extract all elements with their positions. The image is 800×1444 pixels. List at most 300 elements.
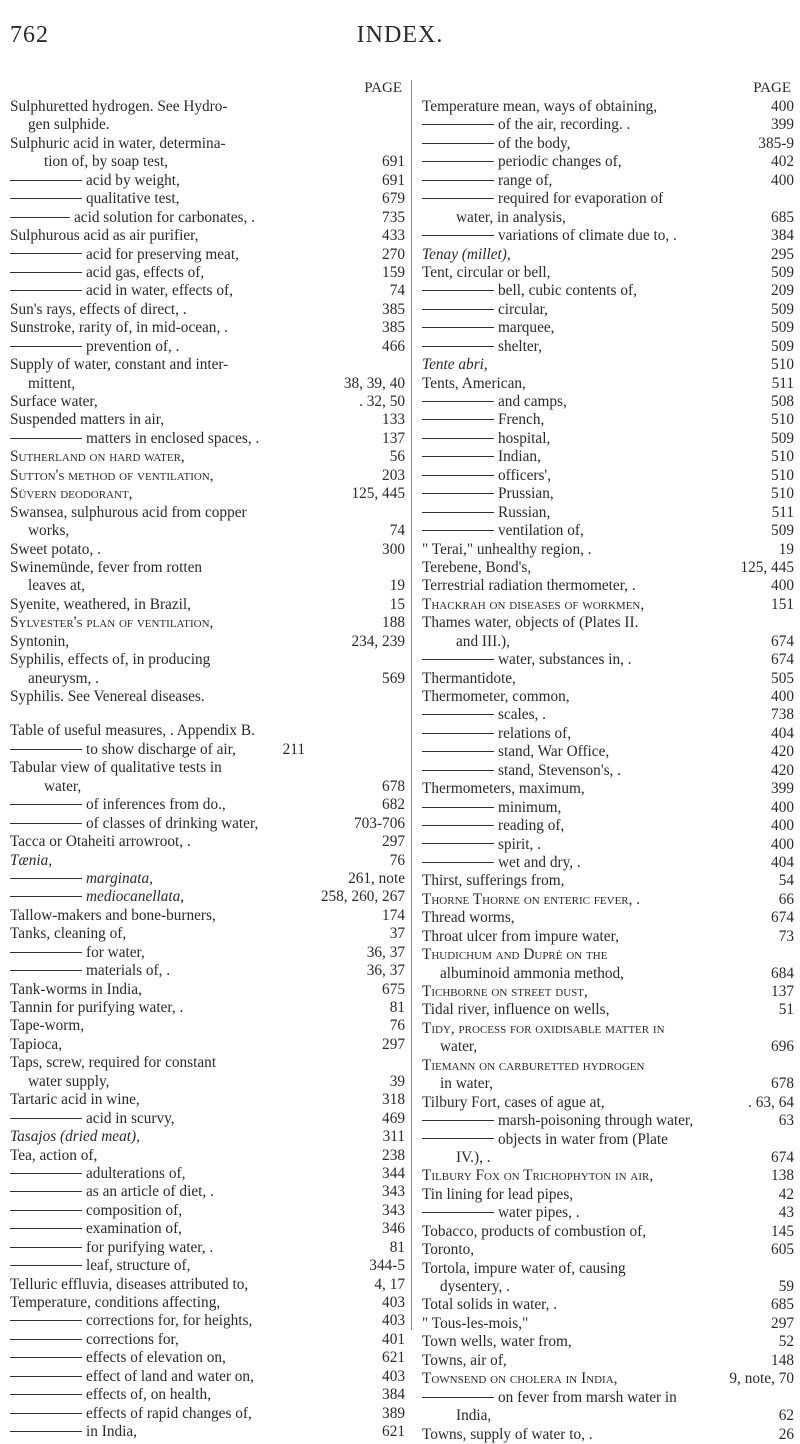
entry-text: Terebene, Bond's, [422,558,532,576]
entry-text: scales, . [422,706,546,724]
ditto-dash [10,1431,82,1432]
entry-text: effects of rapid changes of, [10,1405,252,1423]
entry-text: on fever from marsh water in [422,1389,677,1407]
entry-text: Sulphurous acid as air purifier, [10,227,199,245]
entry-page: 703-706 [354,814,405,832]
entry-text: Terrestrial radiation thermometer, . [422,577,636,595]
entry-page: 505 [771,669,794,687]
entry-text: and III.), [456,632,510,650]
index-entry [422,928,794,946]
index-entry [10,1183,405,1201]
index-entry [10,1073,405,1091]
entry-page: 400 [771,817,794,835]
entry-page: 403 [382,1294,405,1311]
index-entry [422,1333,794,1351]
entry-page: 159 [382,263,405,281]
index-entry [10,319,405,337]
index-entry [422,1186,794,1204]
index-entry [10,759,405,777]
ditto-dash [422,807,494,808]
ditto-dash [10,896,82,897]
index-entry [422,338,794,356]
index-entry [422,1407,794,1425]
entry-text: Tartaric acid in wine, [10,1091,140,1109]
ditto-dash [422,659,494,660]
entry-text: composition of, [10,1202,182,1220]
entry-page: 74 [389,282,405,300]
entry-text: Towns, air of, [422,1351,507,1369]
entry-text: Thermometers, maximum, [422,780,585,798]
entry-page: 346 [382,1220,405,1238]
entry-page: 674 [771,651,794,669]
entry-text: Tea, action of, [10,1146,98,1164]
entry-page: 404 [771,853,794,871]
index-entry [10,153,405,171]
entry-page: 400 [771,171,794,189]
index-entry [10,1165,405,1183]
entry-page: 26 [778,1425,794,1443]
entry-text: Surface water, [10,393,98,410]
entry-text: of inferences from do., [10,796,226,814]
entry-text: ventilation of, [422,522,584,540]
entry-page: 73 [778,927,794,945]
index-entry [422,743,794,761]
entry-text: stand, War Office, [422,743,609,761]
entry-text: for purifying water, . [10,1239,213,1257]
entry-text: Supply of water, constant and inter- [10,356,229,374]
ditto-dash [10,272,82,273]
entry-text: relations of, [422,725,571,743]
index-entry [422,1204,794,1222]
ditto-dash [10,290,82,291]
page-title: INDEX. [356,22,444,48]
entry-page: 234, 239 [351,632,405,650]
entry-text: matters in enclosed spaces, . [10,430,259,448]
ditto-dash [422,161,494,162]
index-entry [422,282,794,300]
entry-page: 384 [382,1386,405,1404]
entry-text: marginata, [10,870,153,888]
entry-page: 674 [771,909,794,927]
ditto-dash [10,1320,82,1321]
index-entry [10,1054,405,1072]
index-entry [10,338,405,356]
entry-page: 125, 445 [351,485,405,503]
index-entry [10,577,405,595]
index-entry [10,135,405,153]
page-header [0,22,800,52]
ditto-dash [422,530,494,531]
entry-page: 54 [778,872,794,890]
entry-text: Telluric effluvia, diseases attributed to, [10,1275,249,1293]
entry-list [422,98,794,1444]
entry-page: 174 [382,906,405,924]
entry-text: tion of, by soap test, [44,153,169,171]
entry-text: water, substances in, . [422,651,632,669]
entry-page: 238 [382,1146,405,1164]
index-entry [10,1405,405,1423]
index-entry [10,870,405,888]
entry-text: Sulphuretted hydrogen. See Hydro- [10,98,228,115]
entry-page: 509 [771,319,794,337]
entry-page: 621 [382,1423,405,1441]
index-entry [422,1426,794,1444]
ditto-dash [10,1191,82,1192]
index-entry [422,116,794,134]
entry-text: as an article of diet, . [10,1183,214,1201]
entry-page: 59 [778,1278,794,1295]
index-entry [422,98,794,116]
index-entry [422,448,794,466]
index-entry [422,1038,794,1056]
entry-page: 9, note, 70 [729,1370,794,1388]
entry-text: Tente abri, [422,356,488,374]
entry-text: works, [28,522,70,540]
entry-text: Taps, screw, required for constant [10,1054,217,1072]
entry-text: Throat ulcer from impure water, [422,927,619,945]
entry-text: Thermantidote, [422,669,516,687]
entry-page: 63 [778,1112,794,1130]
entry-text: Sutton's method of ventilation, [10,466,214,484]
entry-page: 209 [771,282,794,300]
entry-page: 511 [771,503,794,521]
index-entry [422,227,794,245]
index-entry [422,485,794,503]
entry-text: water, [44,777,82,795]
index-entry [422,504,794,522]
index-entry [10,485,405,503]
entry-text: in water, [440,1075,493,1093]
entry-text: Tiemann on carburetted hydrogen [422,1056,645,1074]
index-entry [10,411,405,429]
entry-page: 297 [382,833,405,851]
entry-text: Syphilis. See Venereal diseases. [10,688,205,705]
entry-text: Toronto, [422,1241,475,1259]
index-entry [10,559,405,577]
entry-text: examination of, [10,1220,182,1238]
entry-page: 76 [389,1017,405,1035]
entry-text: water pipes, . [422,1204,580,1222]
entry-text: " Tous-les-mois," [422,1314,529,1332]
entry-text: required for evaporation of [422,190,663,208]
entry-text: Sylvester's plan of ventilation, [10,614,214,632]
index-entry [422,670,794,688]
entry-text: Tilbury Fox on Trichophyton in air, [422,1167,654,1185]
entry-page: 138 [771,1167,794,1185]
entry-page: 569 [382,669,405,687]
entry-text: prevention of, . [10,338,179,356]
index-entry [10,1239,405,1257]
ditto-dash [10,180,82,181]
entry-page: 19 [778,540,794,558]
entry-text: Syenite, weathered, in Brazil, [10,595,191,613]
index-entry [422,762,794,780]
entry-page: 685 [771,208,794,226]
page-number: 762 [10,22,49,48]
entry-text: Tasajos (dried meat), [10,1128,140,1146]
entry-text: aneurysm, . [28,669,99,687]
entry-text: Tank-worms in India, [10,980,142,998]
ditto-dash [422,1138,494,1139]
entry-text: Tape-worm, [10,1017,85,1035]
index-entry [10,448,405,466]
entry-text: Tilbury Fort, cases of ague at, [422,1093,605,1111]
entry-text: water, in analysis, [456,208,566,226]
entry-text: adulterations of, [10,1165,185,1183]
entry-page: 36, 37 [366,943,405,961]
ditto-dash [422,475,494,476]
entry-page: 137 [382,429,405,447]
entry-page: 344 [382,1164,405,1182]
ditto-dash [10,198,82,199]
entry-text: of classes of drinking water, [10,815,258,833]
entry-text: Tapioca, [10,1035,63,1053]
index-entry [422,264,794,282]
entry-text: Tenay (millet), [422,245,511,263]
index-entry [422,1094,794,1112]
index-entry [10,375,405,393]
ditto-dash [10,952,82,953]
entry-page: 343 [382,1183,405,1201]
entry-text: Tidy, process for oxidisable matter in [422,1019,665,1037]
entry-text: Syntonin, [10,632,70,650]
entry-text: Thread worms, [422,909,515,927]
entry-page: 675 [382,980,405,998]
entry-text: bell, cubic contents of, [422,282,637,300]
entry-page: 509 [771,522,794,540]
index-entry [10,301,405,319]
entry-text: Tin lining for lead pipes, [422,1185,574,1203]
entry-text: acid gas, effects of, [10,264,204,282]
entry-page: 420 [771,761,794,779]
index-entry [422,319,794,337]
page-column-label: PAGE [753,80,791,96]
entry-page: 509 [771,300,794,318]
entry-page: 400 [771,688,794,705]
entry-page: 400 [771,98,794,115]
entry-page: 401 [382,1330,405,1348]
entry-text: reading of, [422,817,564,835]
ditto-dash [422,290,494,291]
index-entry [10,227,405,245]
entry-text: Sutherland on hard water, [10,448,185,466]
entry-page: 509 [771,337,794,355]
entry-page: 420 [771,743,794,761]
entry-text: Tidal river, influence on wells, [422,1001,610,1019]
entry-page: 674 [771,632,794,650]
entry-page: 151 [771,595,794,613]
entry-page: 300 [382,540,405,558]
page-column-label: PAGE [364,80,402,96]
entry-text: Total solids in water, . [422,1296,558,1314]
entry-page: 297 [382,1035,405,1053]
index-entry [10,778,405,796]
index-entry [422,467,794,485]
index-entry [422,1131,794,1149]
index-entry [422,153,794,171]
entry-text: dysentery, . [440,1278,510,1295]
entry-text: variations of climate due to, . [422,227,677,245]
ditto-dash [422,346,494,347]
index-entry [422,614,794,632]
entry-text: Thermometer, common, [422,688,570,705]
index-entry [10,541,405,559]
entry-page: 738 [771,706,794,724]
entry-page: 399 [771,780,794,798]
index-entry [10,944,405,962]
entry-page: 399 [771,116,794,134]
entry-page: 39 [389,1072,405,1090]
index-entry [10,815,405,833]
entry-page: 148 [771,1351,794,1369]
entry-page: 385 [382,300,405,318]
index-entry [422,301,794,319]
ditto-dash [10,1413,82,1414]
index-entry [422,209,794,227]
index-entry [422,706,794,724]
entry-text: Thudichum and Dupré on the [422,946,608,964]
entry-page: 385-9 [758,134,794,152]
entry-page: 318 [382,1091,405,1109]
index-entry [422,1020,794,1038]
index-entry [10,246,405,264]
ditto-dash [10,253,82,254]
ditto-dash [422,235,494,236]
index-entry [10,796,405,814]
entry-page: 402 [771,153,794,171]
entry-page: 510 [771,466,794,484]
entry-text: Tannin for purifying water, . [10,999,184,1016]
entry-text: Tacca or Otaheiti arrowroot, . [10,833,191,851]
entry-text: Tortola, impure water of, causing [422,1259,626,1277]
index-entry [422,522,794,540]
ditto-dash [10,346,82,347]
index-entry [422,872,794,890]
index-entry [10,393,405,411]
entry-page: 38, 39, 40 [343,374,405,392]
index-entry [10,522,405,540]
ditto-dash [422,843,494,844]
index-entry [10,1220,405,1238]
index-entry [422,1001,794,1019]
entry-text: hospital, [422,430,550,448]
entry-page: 81 [389,1238,405,1256]
entry-text: marsh-poisoning through water, [422,1112,693,1130]
entry-text: Tichborne on street dust, [422,983,588,1000]
index-column-right [422,80,794,1444]
index-column-left [10,80,405,1442]
index-entry [422,909,794,927]
index-entry [422,1149,794,1167]
entry-page: 133 [382,411,405,429]
entry-page: 508 [771,393,794,410]
entry-text: Sulphuric acid in water, determina- [10,134,226,152]
entry-text: mittent, [28,374,76,392]
ditto-dash [422,733,494,734]
ditto-dash [422,751,494,752]
entry-page: 400 [771,798,794,816]
entry-page: 678 [382,777,405,795]
entry-text: Tænia, [10,851,53,869]
entry-text: corrections for, [10,1331,179,1349]
entry-page: 400 [771,577,794,595]
index-entry [422,356,794,374]
entry-text: Suspended matters in air, [10,411,165,429]
entry-text: effects of, on health, [10,1386,211,1404]
entry-text: qualitative test, [10,190,179,208]
ditto-dash [10,1118,82,1119]
index-entry [10,651,405,669]
entry-text: Townsend on cholera in India, [422,1370,618,1388]
entry-text: minimum, [422,799,561,817]
index-entry [10,688,405,706]
ditto-dash [422,770,494,771]
entry-text: Table of useful measures, . Appendix B. [10,722,255,740]
entry-text: Tallow-makers and bone-burners, [10,906,216,924]
entry-page: 509 [771,429,794,447]
index-entry [422,1315,794,1333]
entry-page: 261, note [348,869,405,887]
entry-page: 188 [382,614,405,632]
index-entry [10,633,405,651]
entry-text: leaves at, [28,577,85,595]
ditto-dash [10,1265,82,1266]
index-entry [422,799,794,817]
index-entry [422,430,794,448]
index-entry [10,907,405,925]
entry-page: 76 [389,851,405,869]
index-entry [422,1223,794,1241]
entry-text: Temperature, conditions affecting, [10,1294,221,1311]
entry-text: Temperature mean, ways of obtaining, [422,98,658,115]
index-entry [422,1112,794,1130]
ditto-dash [422,180,494,181]
entry-text: albuminoid ammonia method, [440,964,624,982]
index-entry [422,1352,794,1370]
index-entry [422,135,794,153]
entry-text: corrections for, for heights, [10,1312,252,1330]
index-entry [10,98,405,116]
entry-page: 51 [778,1001,794,1019]
entry-text: for water, [10,944,145,962]
entry-text: Towns, supply of water to, . [422,1425,593,1443]
entry-text: acid solution for carbonates, . [10,209,255,227]
ditto-dash [10,1394,82,1395]
entry-page: 510 [771,448,794,466]
ditto-dash [10,1173,82,1174]
index-entry [10,1110,405,1128]
index-entry [422,375,794,393]
ditto-dash [10,878,82,879]
entry-text: acid by weight, [10,172,180,190]
index-entry [10,172,405,190]
index-entry [10,596,405,614]
entry-page: 510 [771,411,794,429]
entry-page: 15 [389,595,405,613]
entry-text: marquee, [422,319,554,337]
index-entry [10,190,405,208]
ditto-dash [10,749,82,750]
index-entry [10,925,405,943]
entry-page: 36, 37 [366,962,405,980]
index-entry [10,981,405,999]
entry-page: 510 [771,356,794,374]
entry-page: 42 [778,1185,794,1203]
entry-page: 258, 260, 267 [320,888,405,906]
index-entry [422,983,794,1001]
entry-text: Indian, [422,448,541,466]
index-entry [422,246,794,264]
